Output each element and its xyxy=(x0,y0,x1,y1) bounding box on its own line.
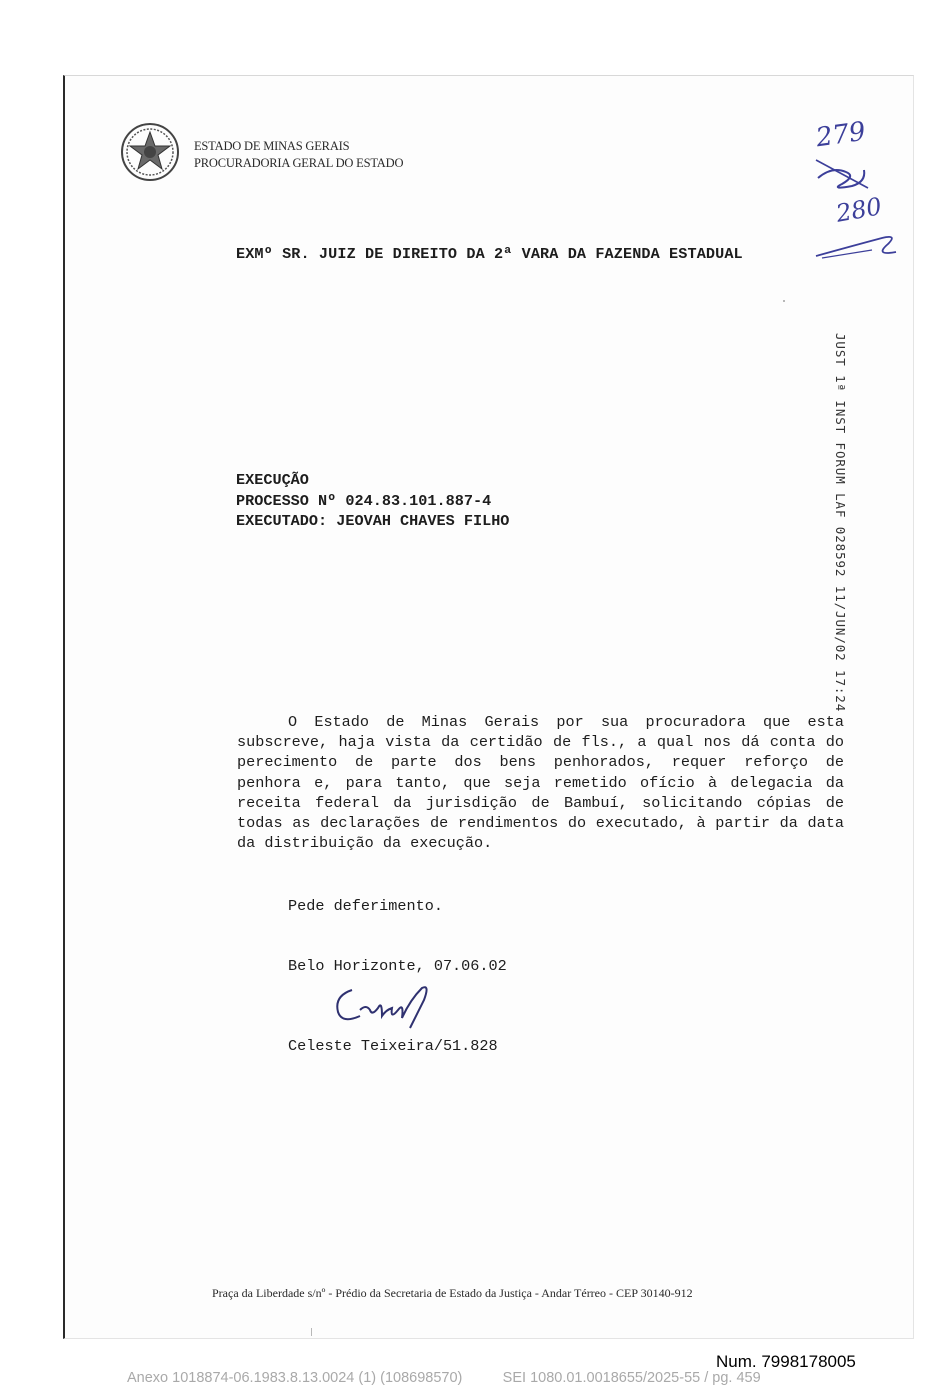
closing-place-date: Belo Horizonte, 07.06.02 xyxy=(288,957,507,975)
handwritten-folio-280: 280 xyxy=(833,192,884,228)
letterhead-state: ESTADO DE MINAS GERAIS xyxy=(194,139,350,153)
folio-initial-scribble xyxy=(812,226,902,262)
protocol-stamp: JUST 1ª INST FORUM LAF 028592 11/JUN/02 17:24 xyxy=(833,333,848,713)
letterhead-office: PROCURADORIA GERAL DO ESTADO xyxy=(194,156,404,170)
process-number: PROCESSO Nº 024.83.101.887-4 xyxy=(236,491,492,510)
scan-speck xyxy=(783,300,785,302)
scan-mark xyxy=(311,1328,312,1336)
document-number: Num. 7998178005 xyxy=(716,1352,856,1371)
addressee-line: EXMº SR. JUIZ DE DIREITO DA 2ª VARA DA FAZENDA ESTADUAL xyxy=(236,245,743,263)
process-executed-party: EXECUTADO: JEOVAH CHAVES FILHO xyxy=(236,512,510,530)
signatory-name: Celeste Teixeira/51.828 xyxy=(288,1037,498,1055)
handwritten-folio-279: 279 xyxy=(814,116,868,154)
process-block xyxy=(236,470,509,532)
letterhead xyxy=(194,138,403,172)
document-sheet xyxy=(63,75,914,1339)
closing-request: Pede deferimento. xyxy=(288,897,443,915)
process-type: EXECUÇÃO xyxy=(236,471,309,489)
state-seal-emblem xyxy=(120,122,180,182)
petition-body: O Estado de Minas Gerais por sua procuradora que esta subscreve, haja vista da certidão de fls., a qual nos dá conta do perecimento de parte dos bens penhorados, requer reforço de penhora e, para tanto, que seja remetido ofício à delegacia da receita federal da jurisdição de Bambuí, solicitando cópias de todas as declarações de rendimentos do executado, à partir da data da distribuição da execução. xyxy=(237,713,844,853)
folio-strike-scribble xyxy=(812,148,872,192)
signature xyxy=(330,980,440,1032)
footer-address: Praça da Liberdade s/nº - Prédio da Secretaria de Estado da Justiça - Andar Térreo - CEP 30140-912 xyxy=(212,1286,693,1300)
annex-reference: Anexo 1018874-06.1983.8.13.0024 (1) (108698570) SEI 1080.01.0018655/2025-55 / pg. 459 xyxy=(127,1370,761,1386)
